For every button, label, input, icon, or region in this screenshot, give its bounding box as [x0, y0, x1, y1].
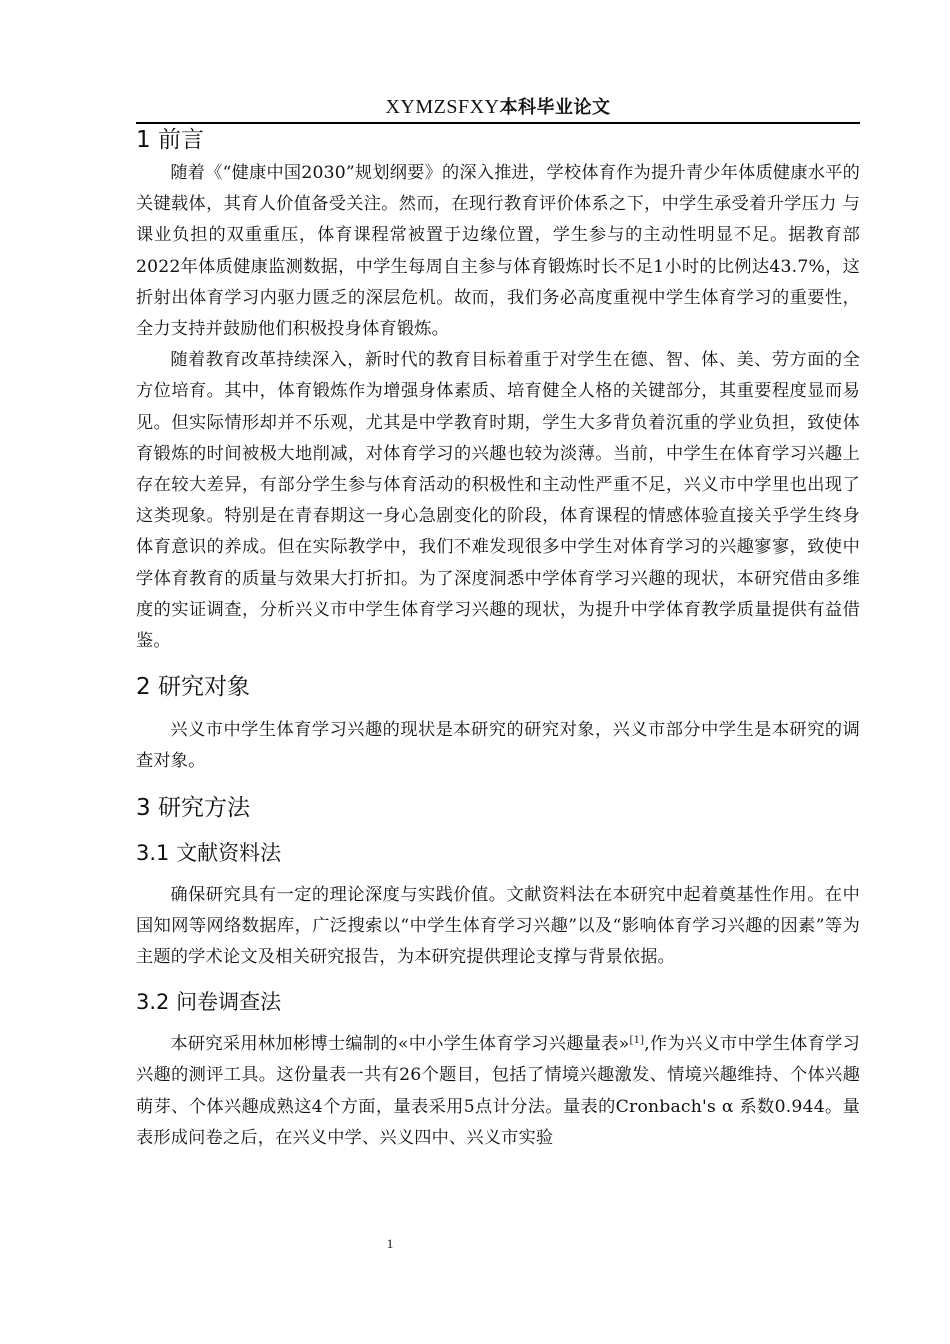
running-header — [136, 94, 860, 121]
paragraph-text: ,作为兴义市中学生体育学习兴趣的测评工具。这份量表一共有26个题目，包括了情境兴趣激发、情境兴趣维持、个体兴趣萌芽、个体兴趣成熟这4个方面，量表采用5点计分法。量表的Cronbach's α 系数0.944。量表形成问卷之后，在兴义中学、兴义四中、兴义市实验 — [136, 1034, 860, 1148]
paragraph-text: 本研究采用林加彬博士编制的«中小学生体育学习兴趣量表» — [170, 1034, 630, 1055]
page-number: 1 — [386, 1236, 394, 1251]
citation-reference[interactable]: [1] — [629, 1035, 645, 1047]
subsection-heading-questionnaire: 3.2 问卷调查法 — [136, 990, 282, 1015]
header-code: XYMZSFXY — [385, 96, 500, 118]
paragraph: 随着教育改革持续深入，新时代的教育目标着重于对学生在德、智、体、美、劳方面的全方位培育。其中，体育锻炼作为增强身体素质、培育健全人格的关键部分，其重要程度显而易见。但实际情形却并不乐观，尤其是中学教育时期，学生大多背负着沉重的学业负担，致使体育锻炼的时间被极大地削减，对体育学习的兴趣也较为淡薄。当前，中学生在体育学习兴趣上存在较大差异，有部分学生参与体育活动的积极性和主动性严重不足，兴义市中学里也出现了这类现象。特别是在青春期这一身心急剧变化的阶段，体育课程的情感体验直接关乎学生终身体育意识的养成。但在实际教学中，我们不难发现很多中学生对体育学习的兴趣寥寥，致使中学体育教育的质量与效果大打折扣。为了深度洞悉中学体育学习兴趣的现状，本研究借由多维度的实证调查，分析兴义市中学生体育学习兴趣的现状，为提升中学体育教学质量提供有益借鉴。 — [136, 350, 860, 652]
subsection-heading-literature: 3.1 文献资料法 — [136, 840, 282, 865]
header-title: 本科毕业论文 — [499, 97, 611, 118]
section-heading-research-object: 2 研究对象 — [136, 674, 250, 701]
paragraph — [136, 1029, 860, 1154]
paragraph: 兴义市中学生体育学习兴趣的现状是本研究的研究对象，兴义市部分中学生是本研究的调查对象。 — [136, 720, 860, 772]
section-heading-research-methods: 3 研究方法 — [136, 794, 250, 821]
paragraph: 随着《“健康中国2030”规划纲要》的深入推进，学校体育作为提升青少年体质健康水平的关键载体，其育人价值备受关注。然而，在现行教育评价体系之下，中学生承受着升学压力 与课业负担的双重重压，体育课程常被置于边缘位置，学生参与的主动性明显不足。据教育部2022年体质健康监测数据，中学生每周自主参与体育锻炼时长不足1小时的比例达43.7%，这折射出体育学习内驱力匮乏的深层危机。故而，我们务必高度重视中学生体育学习的重要性，全力支持并鼓励他们积极投身体育锻炼。 — [136, 163, 860, 340]
page-body — [136, 122, 860, 1154]
section-heading-introduction: 1 前言 — [136, 127, 204, 153]
paragraph: 确保研究具有一定的理论深度与实践价值。文献资料法在本研究中起着奠基性作用。在中国知网等网络数据库，广泛搜索以“中学生体育学习兴趣”以及“影响体育学习兴趣的因素”等为主题的学术论文及相关研究报告，为本研究提供理论支撑与背景依据。 — [136, 884, 860, 968]
